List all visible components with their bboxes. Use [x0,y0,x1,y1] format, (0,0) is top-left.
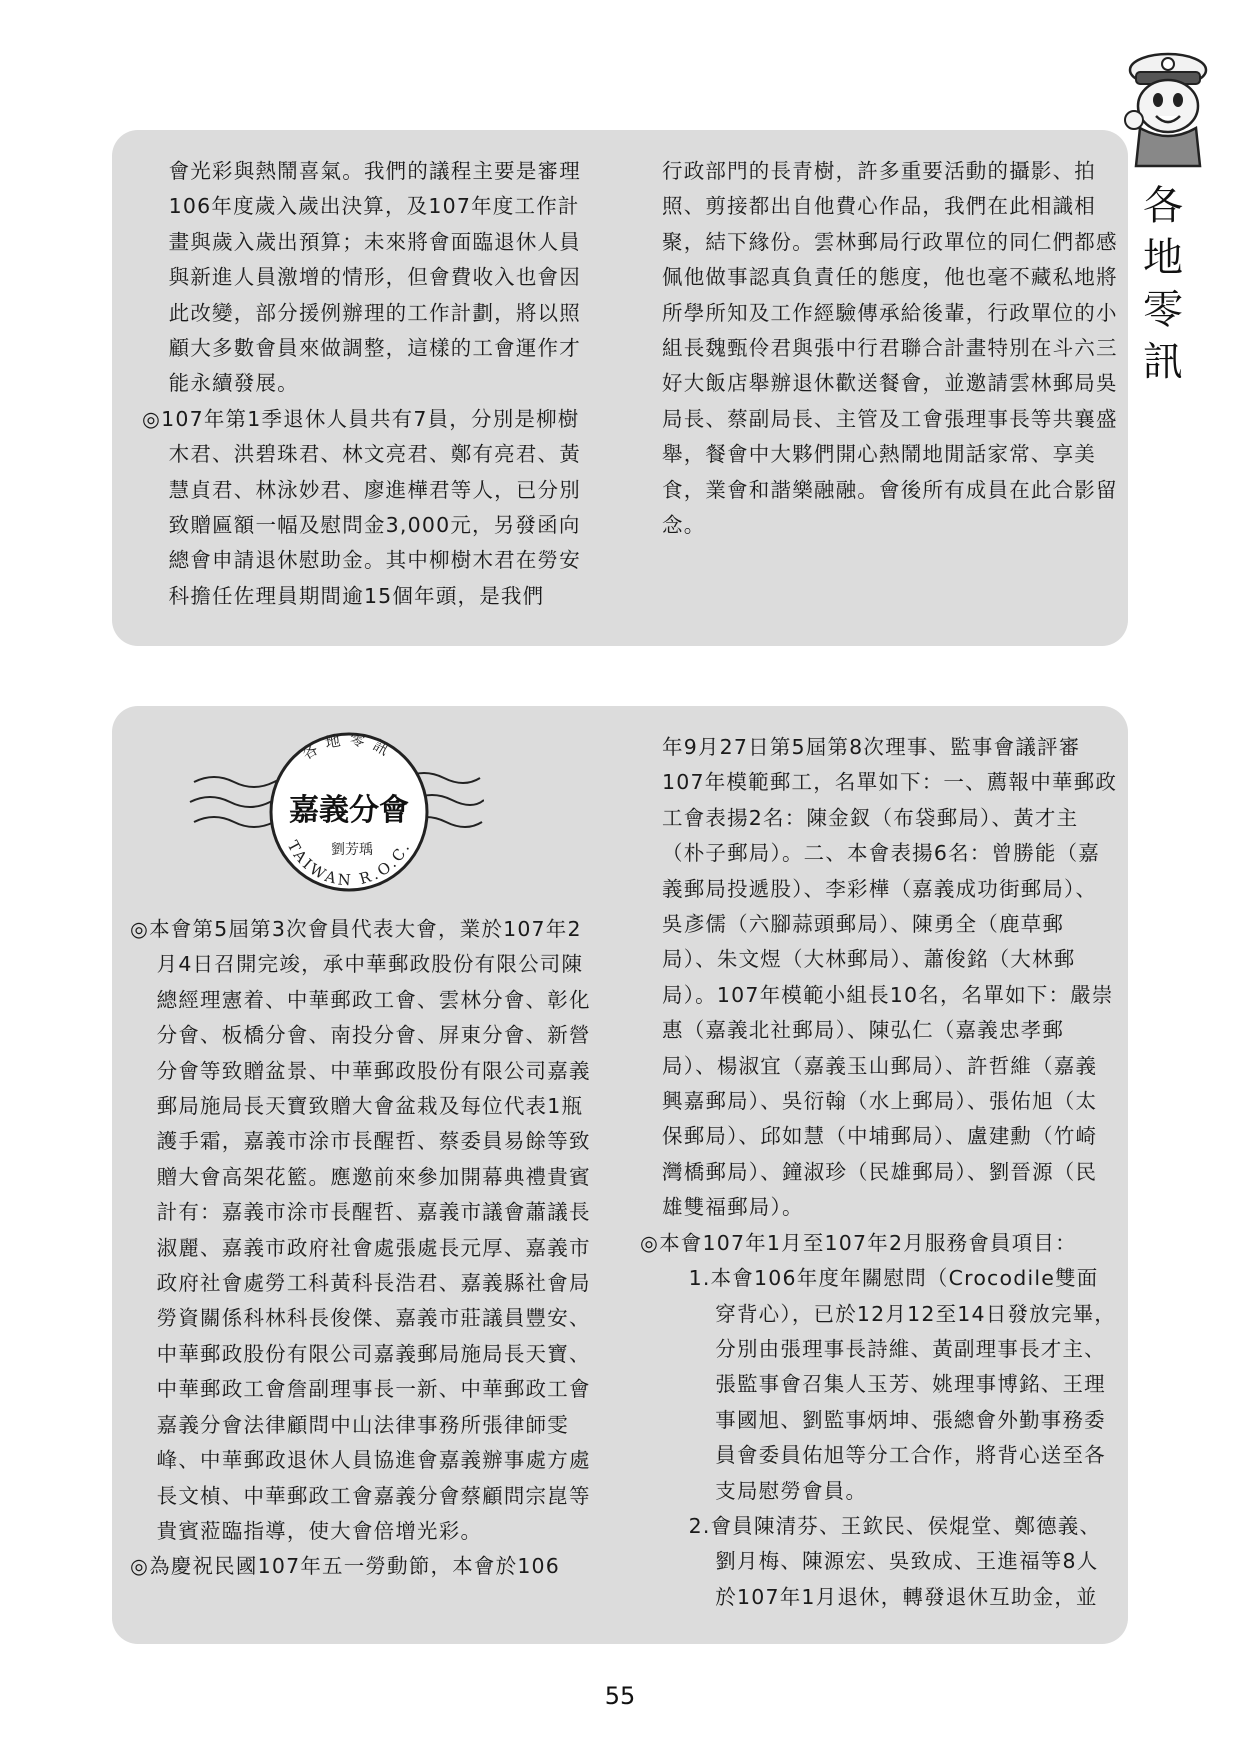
mascot-illustration [1118,48,1218,168]
section-title [1138,180,1188,388]
paragraph: 會光彩與熱鬧喜氣。我們的議程主要是審理106年度歲入歲出決算，及107年度工作計畫與歲入歲出預算；未來將會面臨退休人員與新進人員激增的情形，但會費收入也會因此改變，部分援例辦理的工作計劃，將以照顧大多數會員來做調整，這樣的工會運作才能永續發展。 [168,159,581,396]
paragraph: ◎為慶祝民國107年五一勞動節，本會於106 [130,1554,561,1579]
article-panel-top [112,130,1128,646]
list-item: 2.會員陳清芬、王欽民、侯焜堂、鄭德義、劉月梅、陳源宏、吳致成、王進福等8人於107年1月退休，轉發退休互助金，並 [688,1513,1102,1609]
paragraph: ◎107年第1季退休人員共有7員，分別是柳樹木君、洪碧珠君、林文亮君、鄭有亮君、黃慧貞君、林泳妙君、廖進樺君等人，已分別致贈匾額一幅及慰問金3,000元，另發函向總會申請退休慰助金。其中柳樹木君在勞安科擔任佐理員期間逾15個年頭，是我們 [142,406,581,608]
paragraph: 行政部門的長青樹，許多重要活動的攝影、拍照、剪接都出自他費心作品，我們在此相識相聚，結下緣份。雲林郵局行政單位的同仁們都感佩他做事認真負責任的態度，他也毫不藏私地將所學所知及工作經驗傳承給後輩，行政單位的小組長魏甄伶君與張中行君聯合計畫特別在斗六三好大飯店舉辦退休歡送餐會，並邀請雲林郵局吳局長、蔡副局長、主管及工會張理事長等共襄盛舉，餐會中大夥們開心熱鬧地閒話家常、享美食，業會和諧樂融融。會後所有成員在此合影留念。 [662,159,1118,538]
paragraph: ◎本會第5屆第3次會員代表大會，業於107年2月4日召開完竣，承中華郵政股份有限公司陳總經理憲着、中華郵政工會、雲林分會、彰化分會、板橋分會、南投分會、屏東分會、新營分會等致贈盆景、中華郵政股份有限公司嘉義郵局施局長天寶致贈大會盆栽及每位代表1瓶護手霜，嘉義市涂市長醒哲、蔡委員易餘等致贈大會高架花籃。應邀前來參加開幕典禮貴賓計有：嘉義市涂市長醒哲、嘉義市議會蕭議長淑麗、嘉義市政府社會處張處長元厚、嘉義市政府社會處勞工科黃科長浩君、嘉義縣社會局勞資關係科林科長俊傑、嘉義市莊議員豐安、中華郵政股份有限公司嘉義郵局施局長天寶、中華郵政工會詹副理事長一新、中華郵政工會嘉義分會法律顧問中山法律事務所張律師雯峰、中華郵政退休人員協進會嘉義辦事處方處長文楨、中華郵政工會嘉義分會蔡顧問宗崑等貴賓蒞臨指導，使大會倍增光彩。 [130,917,591,1543]
section-title-char: 訊 [1143,339,1183,385]
section-title-char: 各 [1143,183,1183,229]
stamp-arc-bottom: TAIWAN R.O.C. [283,837,415,890]
stamp-author: 劉芳瑀 [331,842,373,858]
section-title-char: 地 [1143,235,1183,281]
article-column-left [142,154,592,614]
list-item: 1.本會106年度年關慰問（Crocodile雙面穿背心），已於12月12至14日發放完畢，分別由張理事長詩維、黃副理事長才主、張監事會召集人玉芳、姚理事博銘、王理事國旭、劉監事炳坤、張總會外勤事務委員會委員佑旭等分工合作，將背心送至各支局慰勞會員。 [688,1266,1116,1503]
page-number: 55 [604,1682,636,1710]
list-heading: ◎本會107年1月至107年2月服務會員項目： [640,1230,1077,1255]
section-title-char: 零 [1143,287,1183,333]
stamp-branch-name: 嘉義分會 [289,793,409,828]
article-column-left [130,912,592,1585]
stamp-arc-top: 各地零訊 [299,730,399,764]
postmark-stamp [184,722,484,892]
paragraph: 年9月27日第5屆第8次理事、監事會議評審107年模範郵工，名單如下：一、薦報中華郵政工會表揚2名：陳金釵（布袋郵局）、黃才主（朴子郵局）。二、本會表揚6名：曾勝能（嘉義郵局投遞股）、李彩樺（嘉義成功街郵局）、吳彥儒（六腳蒜頭郵局）、陳勇全（鹿草郵局）、朱文煜（大林郵局）、蕭俊銘（大林郵局）。107年模範小組長10名，名單如下：嚴崇惠（嘉義北社郵局）、陳弘仁（嘉義忠孝郵局）、楊淑宜（嘉義玉山郵局）、許哲維（嘉義興嘉郵局）、吳衍翰（水上郵局）、張佑旭（太保郵局）、邱如慧（中埔郵局）、盧建勳（竹崎灣橋郵局）、鐘淑珍（民雄郵局）、劉晉源（民雄雙福郵局）。 [662,735,1118,1220]
article-column-right [662,154,1118,543]
article-column-right [640,730,1118,1615]
